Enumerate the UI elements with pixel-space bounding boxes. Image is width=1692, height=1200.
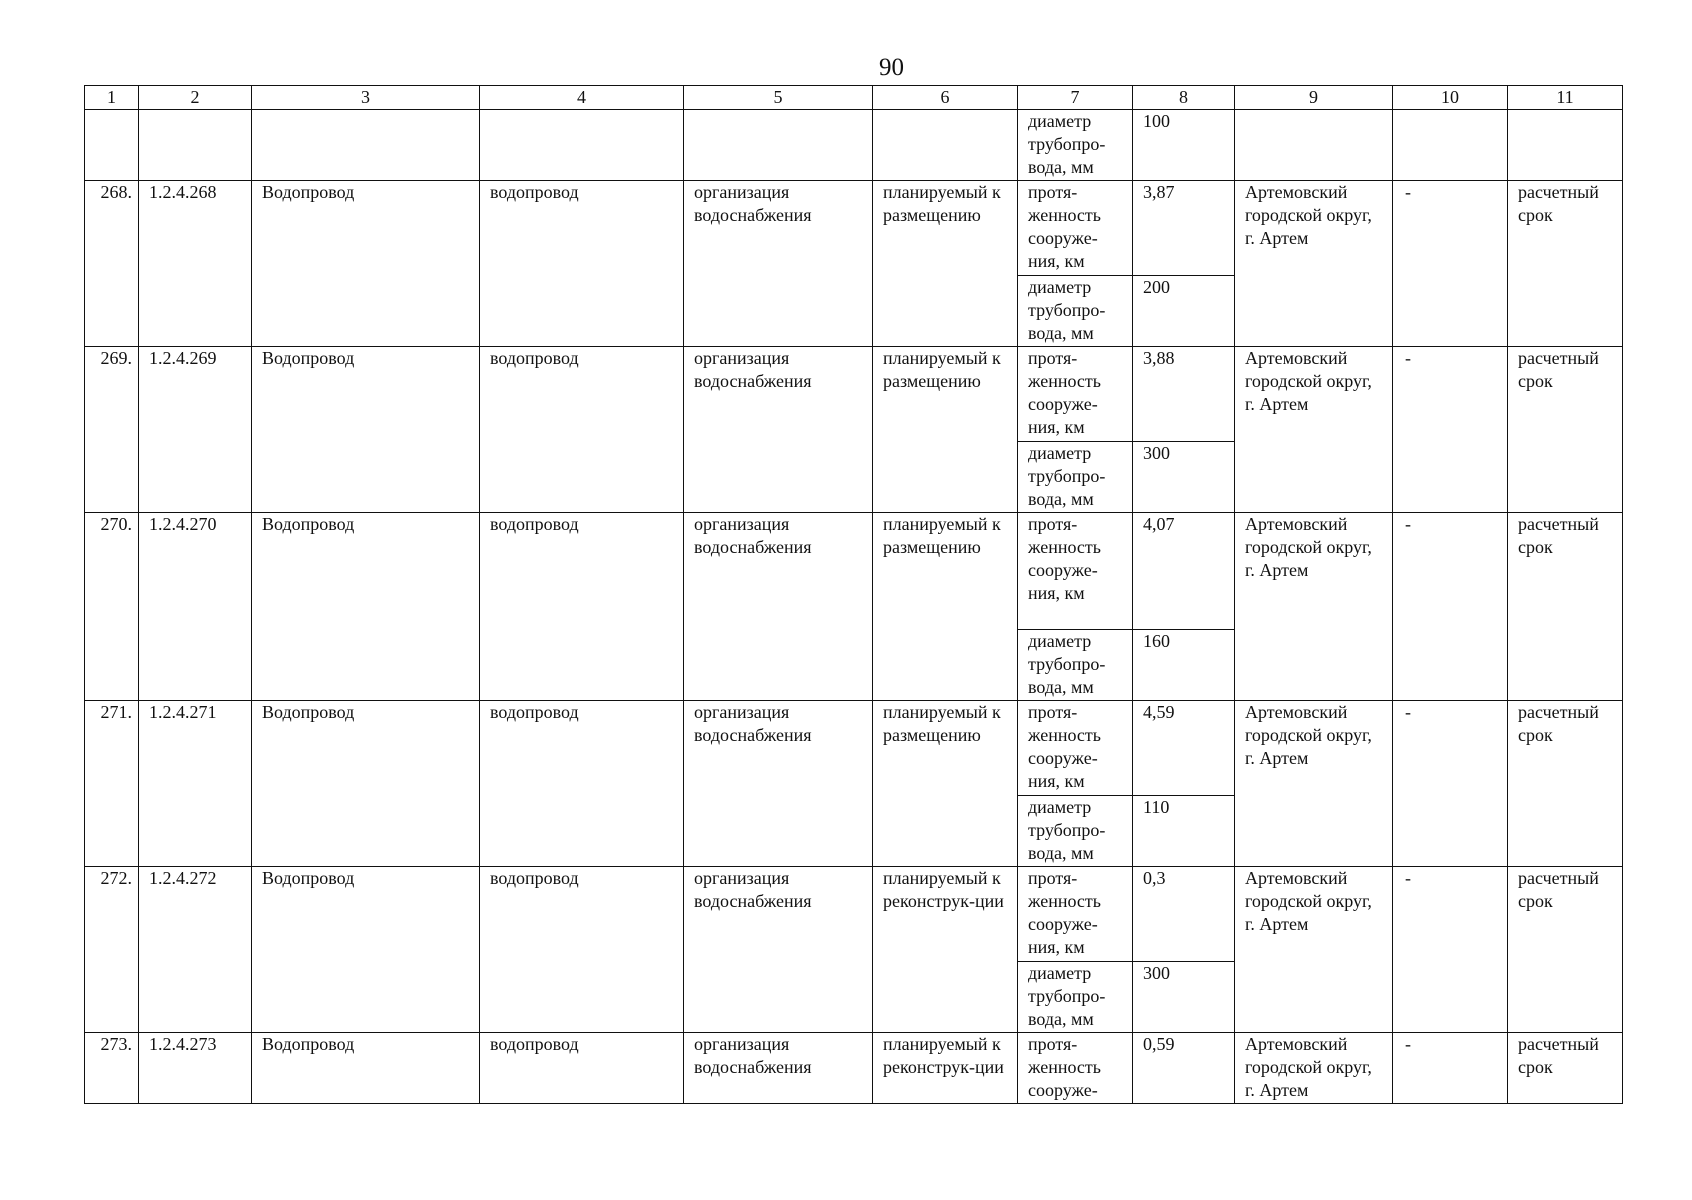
header-cell: 11 xyxy=(1508,86,1623,110)
type-cell: водопровод xyxy=(480,1033,684,1104)
status-cell: планируемый к реконструк-ции xyxy=(873,1033,1018,1104)
param-cell: диаметр трубопро-вода, мм xyxy=(1018,442,1133,513)
zone-cell: - xyxy=(1393,513,1508,701)
header-cell: 2 xyxy=(139,86,252,110)
location-cell: Артемовский городской округ, г. Артем xyxy=(1235,347,1393,513)
status-cell: планируемый к размещению xyxy=(873,513,1018,701)
value-cell: 110 xyxy=(1133,796,1235,867)
term-cell: расчетный срок xyxy=(1508,1033,1623,1104)
name-cell: Водопровод xyxy=(252,1033,480,1104)
header-cell: 3 xyxy=(252,86,480,110)
table-row xyxy=(85,513,1623,630)
term-cell: расчетный срок xyxy=(1508,513,1623,701)
value-cell: 3,88 xyxy=(1133,347,1235,442)
header-cell: 7 xyxy=(1018,86,1133,110)
table-row xyxy=(85,867,1623,962)
location-cell: Артемовский городской округ, г. Артем xyxy=(1235,513,1393,701)
value-cell: 200 xyxy=(1133,276,1235,347)
header-cell: 9 xyxy=(1235,86,1393,110)
value-cell: 100 xyxy=(1133,110,1235,181)
location-cell: Артемовский городской округ, г. Артем xyxy=(1235,181,1393,347)
empty-cell xyxy=(139,110,252,181)
header-cell: 8 xyxy=(1133,86,1235,110)
table-row xyxy=(85,181,1623,276)
empty-cell xyxy=(684,110,873,181)
term-cell: расчетный срок xyxy=(1508,181,1623,347)
zone-cell: - xyxy=(1393,347,1508,513)
header-cell: 5 xyxy=(684,86,873,110)
zone-cell: - xyxy=(1393,867,1508,1033)
param-cell: диаметр трубопро-вода, мм xyxy=(1018,110,1133,181)
value-cell: 4,07 xyxy=(1133,513,1235,630)
name-cell: Водопровод xyxy=(252,867,480,1033)
empty-cell xyxy=(1393,110,1508,181)
value-cell: 4,59 xyxy=(1133,701,1235,796)
empty-cell xyxy=(873,110,1018,181)
value-cell: 0,59 xyxy=(1133,1033,1235,1104)
term-cell: расчетный срок xyxy=(1508,701,1623,867)
term-cell: расчетный срок xyxy=(1508,347,1623,513)
header-cell: 4 xyxy=(480,86,684,110)
name-cell: Водопровод xyxy=(252,701,480,867)
empty-cell xyxy=(252,110,480,181)
empty-cell xyxy=(1508,110,1623,181)
row-number-cell: 271. xyxy=(85,701,139,867)
code-cell: 1.2.4.271 xyxy=(139,701,252,867)
type-cell: водопровод xyxy=(480,181,684,347)
param-cell: протя-женность сооруже-ния, км xyxy=(1018,181,1133,276)
header-cell: 10 xyxy=(1393,86,1508,110)
code-cell: 1.2.4.273 xyxy=(139,1033,252,1104)
purpose-cell: организация водоснабжения xyxy=(684,867,873,1033)
empty-cell xyxy=(85,110,139,181)
value-cell: 3,87 xyxy=(1133,181,1235,276)
type-cell: водопровод xyxy=(480,347,684,513)
row-number-cell: 268. xyxy=(85,181,139,347)
purpose-cell: организация водоснабжения xyxy=(684,701,873,867)
location-cell: Артемовский городской округ, г. Артем xyxy=(1235,701,1393,867)
status-cell: планируемый к размещению xyxy=(873,181,1018,347)
code-cell: 1.2.4.269 xyxy=(139,347,252,513)
purpose-cell: организация водоснабжения xyxy=(684,347,873,513)
purpose-cell: организация водоснабжения xyxy=(684,513,873,701)
term-cell: расчетный срок xyxy=(1508,867,1623,1033)
empty-cell xyxy=(1235,110,1393,181)
param-cell: диаметр трубопро-вода, мм xyxy=(1018,796,1133,867)
status-cell: планируемый к реконструк-ции xyxy=(873,867,1018,1033)
header-row xyxy=(85,86,1623,110)
type-cell: водопровод xyxy=(480,867,684,1033)
code-cell: 1.2.4.270 xyxy=(139,513,252,701)
param-cell: диаметр трубопро-вода, мм xyxy=(1018,630,1133,701)
table-row xyxy=(85,347,1623,442)
value-cell: 300 xyxy=(1133,442,1235,513)
type-cell: водопровод xyxy=(480,513,684,701)
header-cell: 6 xyxy=(873,86,1018,110)
value-cell: 160 xyxy=(1133,630,1235,701)
row-number-cell: 273. xyxy=(85,1033,139,1104)
value-cell: 0,3 xyxy=(1133,867,1235,962)
type-cell: водопровод xyxy=(480,701,684,867)
header-cell: 1 xyxy=(85,86,139,110)
purpose-cell: организация водоснабжения xyxy=(684,1033,873,1104)
name-cell: Водопровод xyxy=(252,181,480,347)
param-cell: протя-женность сооруже-ния, км xyxy=(1018,867,1133,962)
page-number: 90 xyxy=(879,54,904,81)
param-cell: протя-женность сооруже-ния, км xyxy=(1018,701,1133,796)
zone-cell: - xyxy=(1393,181,1508,347)
empty-cell xyxy=(480,110,684,181)
value-cell: 300 xyxy=(1133,962,1235,1033)
param-cell: протя-женность сооруже-ния, км xyxy=(1018,347,1133,442)
location-cell: Артемовский городской округ, г. Артем xyxy=(1235,867,1393,1033)
name-cell: Водопровод xyxy=(252,347,480,513)
continuation-row xyxy=(85,110,1623,181)
purpose-cell: организация водоснабжения xyxy=(684,181,873,347)
status-cell: планируемый к размещению xyxy=(873,701,1018,867)
row-number-cell: 269. xyxy=(85,347,139,513)
row-number-cell: 272. xyxy=(85,867,139,1033)
zone-cell: - xyxy=(1393,701,1508,867)
status-cell: планируемый к размещению xyxy=(873,347,1018,513)
name-cell: Водопровод xyxy=(252,513,480,701)
table-row xyxy=(85,1033,1623,1104)
code-cell: 1.2.4.268 xyxy=(139,181,252,347)
param-cell: диаметр трубопро-вода, мм xyxy=(1018,276,1133,347)
row-number-cell: 270. xyxy=(85,513,139,701)
zone-cell: - xyxy=(1393,1033,1508,1104)
table-row xyxy=(85,701,1623,796)
param-cell: протя-женность сооруже- xyxy=(1018,1033,1133,1104)
param-cell: диаметр трубопро-вода, мм xyxy=(1018,962,1133,1033)
facilities-table xyxy=(84,85,1623,1104)
location-cell: Артемовский городской округ, г. Артем xyxy=(1235,1033,1393,1104)
param-cell: протя-женность сооруже-ния, км xyxy=(1018,513,1133,630)
code-cell: 1.2.4.272 xyxy=(139,867,252,1033)
